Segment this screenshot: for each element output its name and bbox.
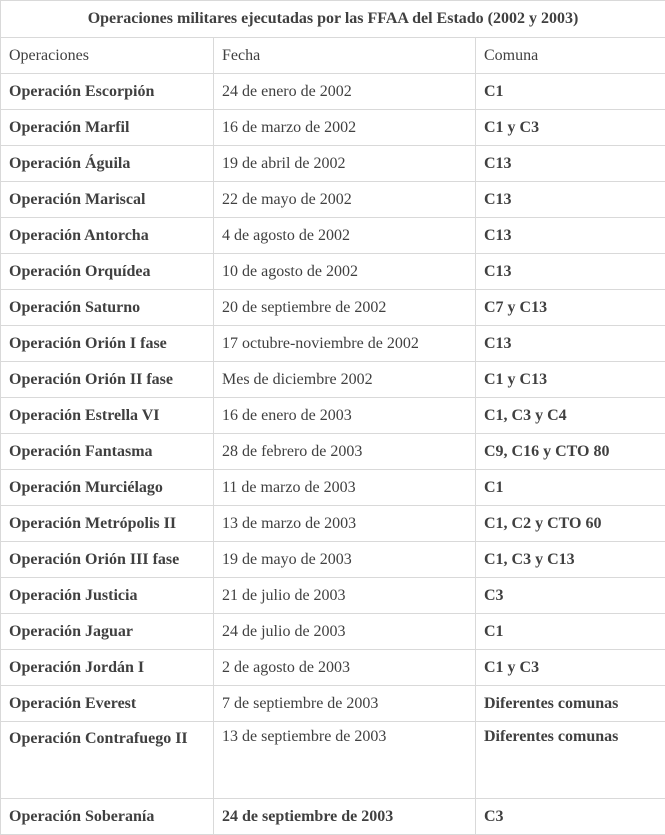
- cell-fecha: Mes de diciembre 2002: [214, 362, 476, 398]
- table-row: [1, 506, 665, 542]
- table-row: [1, 182, 665, 218]
- cell-fecha: 4 de agosto de 2002: [214, 218, 476, 254]
- cell-operacion: Operación Fantasma: [1, 434, 214, 470]
- cell-comuna: C1, C3 y C4: [476, 398, 665, 434]
- cell-comuna: C3: [476, 799, 665, 835]
- cell-operacion: Operación Orquídea: [1, 254, 214, 290]
- cell-operacion: Operación Mariscal: [1, 182, 214, 218]
- cell-operacion: Operación Escorpión: [1, 74, 214, 110]
- cell-operacion: Operación Antorcha: [1, 218, 214, 254]
- cell-fecha: 24 de julio de 2003: [214, 614, 476, 650]
- cell-comuna: C13: [476, 218, 665, 254]
- cell-fecha: 28 de febrero de 2003: [214, 434, 476, 470]
- cell-comuna: C1: [476, 470, 665, 506]
- table-row: [1, 686, 665, 722]
- cell-fecha: 13 de marzo de 2003: [214, 506, 476, 542]
- cell-comuna: C13: [476, 146, 665, 182]
- table-row: [1, 434, 665, 470]
- cell-fecha: 21 de julio de 2003: [214, 578, 476, 614]
- table-row: [1, 398, 665, 434]
- cell-fecha: 16 de enero de 2003: [214, 398, 476, 434]
- table-row: [1, 218, 665, 254]
- table-title: Operaciones militares ejecutadas por las FFAA del Estado (2002 y 2003): [1, 1, 665, 38]
- table-row: [1, 290, 665, 326]
- cell-comuna: C1 y C3: [476, 650, 665, 686]
- cell-comuna: C13: [476, 326, 665, 362]
- cell-comuna: Diferentes comunas: [476, 722, 665, 799]
- cell-fecha: 19 de abril de 2002: [214, 146, 476, 182]
- header-fecha: Fecha: [214, 38, 476, 74]
- cell-comuna: C7 y C13: [476, 290, 665, 326]
- cell-comuna: C1 y C13: [476, 362, 665, 398]
- cell-operacion: Operación Contrafuego II: [1, 722, 214, 799]
- cell-fecha: 16 de marzo de 2002: [214, 110, 476, 146]
- cell-fecha: 19 de mayo de 2003: [214, 542, 476, 578]
- cell-fecha: 11 de marzo de 2003: [214, 470, 476, 506]
- cell-fecha: 22 de mayo de 2002: [214, 182, 476, 218]
- table-row: [1, 650, 665, 686]
- table-row: [1, 722, 665, 799]
- cell-operacion: Operación Justicia: [1, 578, 214, 614]
- table-row: [1, 326, 665, 362]
- header-operaciones: Operaciones: [1, 38, 214, 74]
- cell-fecha: 13 de septiembre de 2003: [214, 722, 476, 799]
- cell-fecha: 2 de agosto de 2003: [214, 650, 476, 686]
- cell-comuna: C1: [476, 614, 665, 650]
- cell-fecha: 17 octubre-noviembre de 2002: [214, 326, 476, 362]
- table-row: [1, 362, 665, 398]
- cell-operacion: Operación Metrópolis II: [1, 506, 214, 542]
- cell-fecha: 10 de agosto de 2002: [214, 254, 476, 290]
- table-row: [1, 254, 665, 290]
- cell-operacion: Operación Estrella VI: [1, 398, 214, 434]
- cell-comuna: C13: [476, 182, 665, 218]
- cell-operacion: Operación Murciélago: [1, 470, 214, 506]
- cell-operacion: Operación Águila: [1, 146, 214, 182]
- table-row: [1, 799, 665, 835]
- table-row: [1, 542, 665, 578]
- cell-operacion: Operación Jordán I: [1, 650, 214, 686]
- cell-operacion: Operación Orión III fase: [1, 542, 214, 578]
- header-comuna: Comuna: [476, 38, 665, 74]
- cell-comuna: C3: [476, 578, 665, 614]
- cell-operacion: Operación Everest: [1, 686, 214, 722]
- cell-operacion: Operación Soberanía: [1, 799, 214, 835]
- table-row: [1, 470, 665, 506]
- cell-operacion: Operación Marfil: [1, 110, 214, 146]
- cell-operacion: Operación Jaguar: [1, 614, 214, 650]
- cell-fecha: 24 de enero de 2002: [214, 74, 476, 110]
- cell-comuna: C1, C3 y C13: [476, 542, 665, 578]
- table-row: [1, 614, 665, 650]
- table-row: [1, 146, 665, 182]
- cell-operacion: Operación Orión I fase: [1, 326, 214, 362]
- cell-comuna: C13: [476, 254, 665, 290]
- cell-operacion: Operación Saturno: [1, 290, 214, 326]
- cell-fecha: 20 de septiembre de 2002: [214, 290, 476, 326]
- cell-comuna: C9, C16 y CTO 80: [476, 434, 665, 470]
- cell-fecha: 7 de septiembre de 2003: [214, 686, 476, 722]
- cell-comuna: C1: [476, 74, 665, 110]
- table-row: [1, 578, 665, 614]
- table-row: [1, 74, 665, 110]
- cell-comuna: Diferentes comunas: [476, 686, 665, 722]
- table-row: [1, 110, 665, 146]
- cell-fecha: 24 de septiembre de 2003: [214, 799, 476, 835]
- cell-comuna: C1, C2 y CTO 60: [476, 506, 665, 542]
- cell-comuna: C1 y C3: [476, 110, 665, 146]
- cell-operacion: Operación Orión II fase: [1, 362, 214, 398]
